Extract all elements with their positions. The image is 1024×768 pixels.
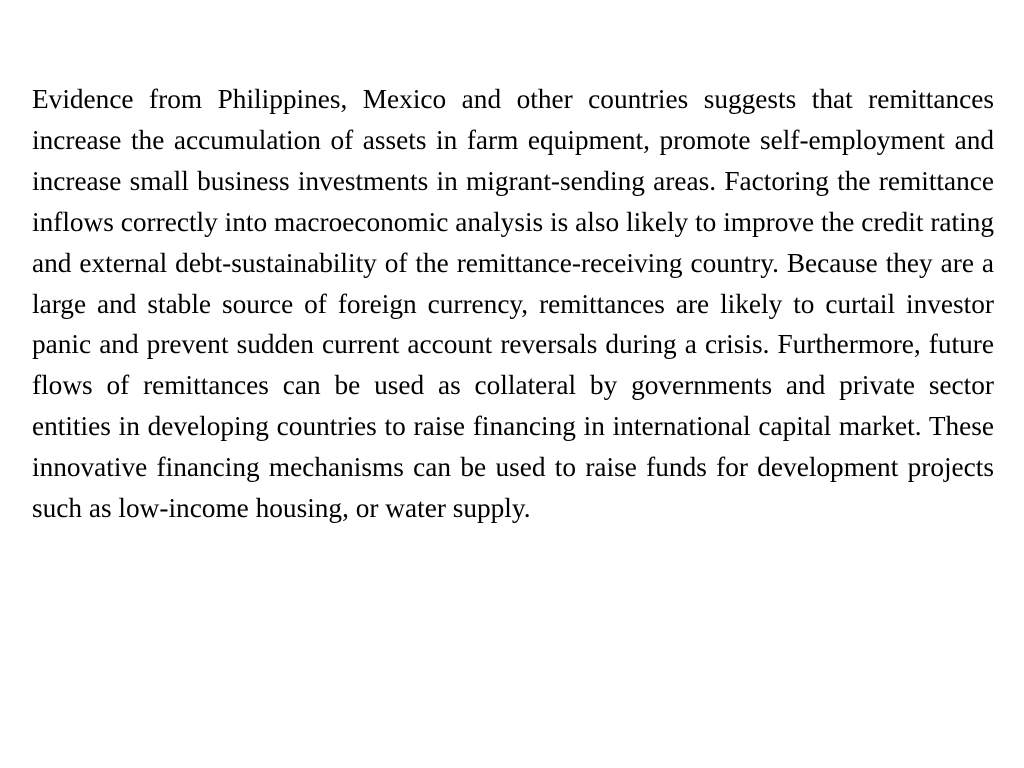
body-paragraph: Evidence from Philippines, Mexico and other countries suggests that remittances increase the accumulation of assets in farm equipment, promote self-employment and increase small business investments in migrant-sending areas. Factoring the remittance inflows correctly into macroeconomic analysis is also likely to improve the credit rating and external debt-sustainability of the remittance-receiving country. Because they are a large and stable source of foreign currency, remittances are likely to curtail investor panic and prevent sudden current account reversals during a crisis. Furthermore, future flows of remittances can be used as collateral by governments and private sector entities in developing countries to raise financing in international capital market. These innovative financing mechanisms can be used to raise funds for development projects such as low-income housing, or water supply.: [32, 84, 994, 524]
